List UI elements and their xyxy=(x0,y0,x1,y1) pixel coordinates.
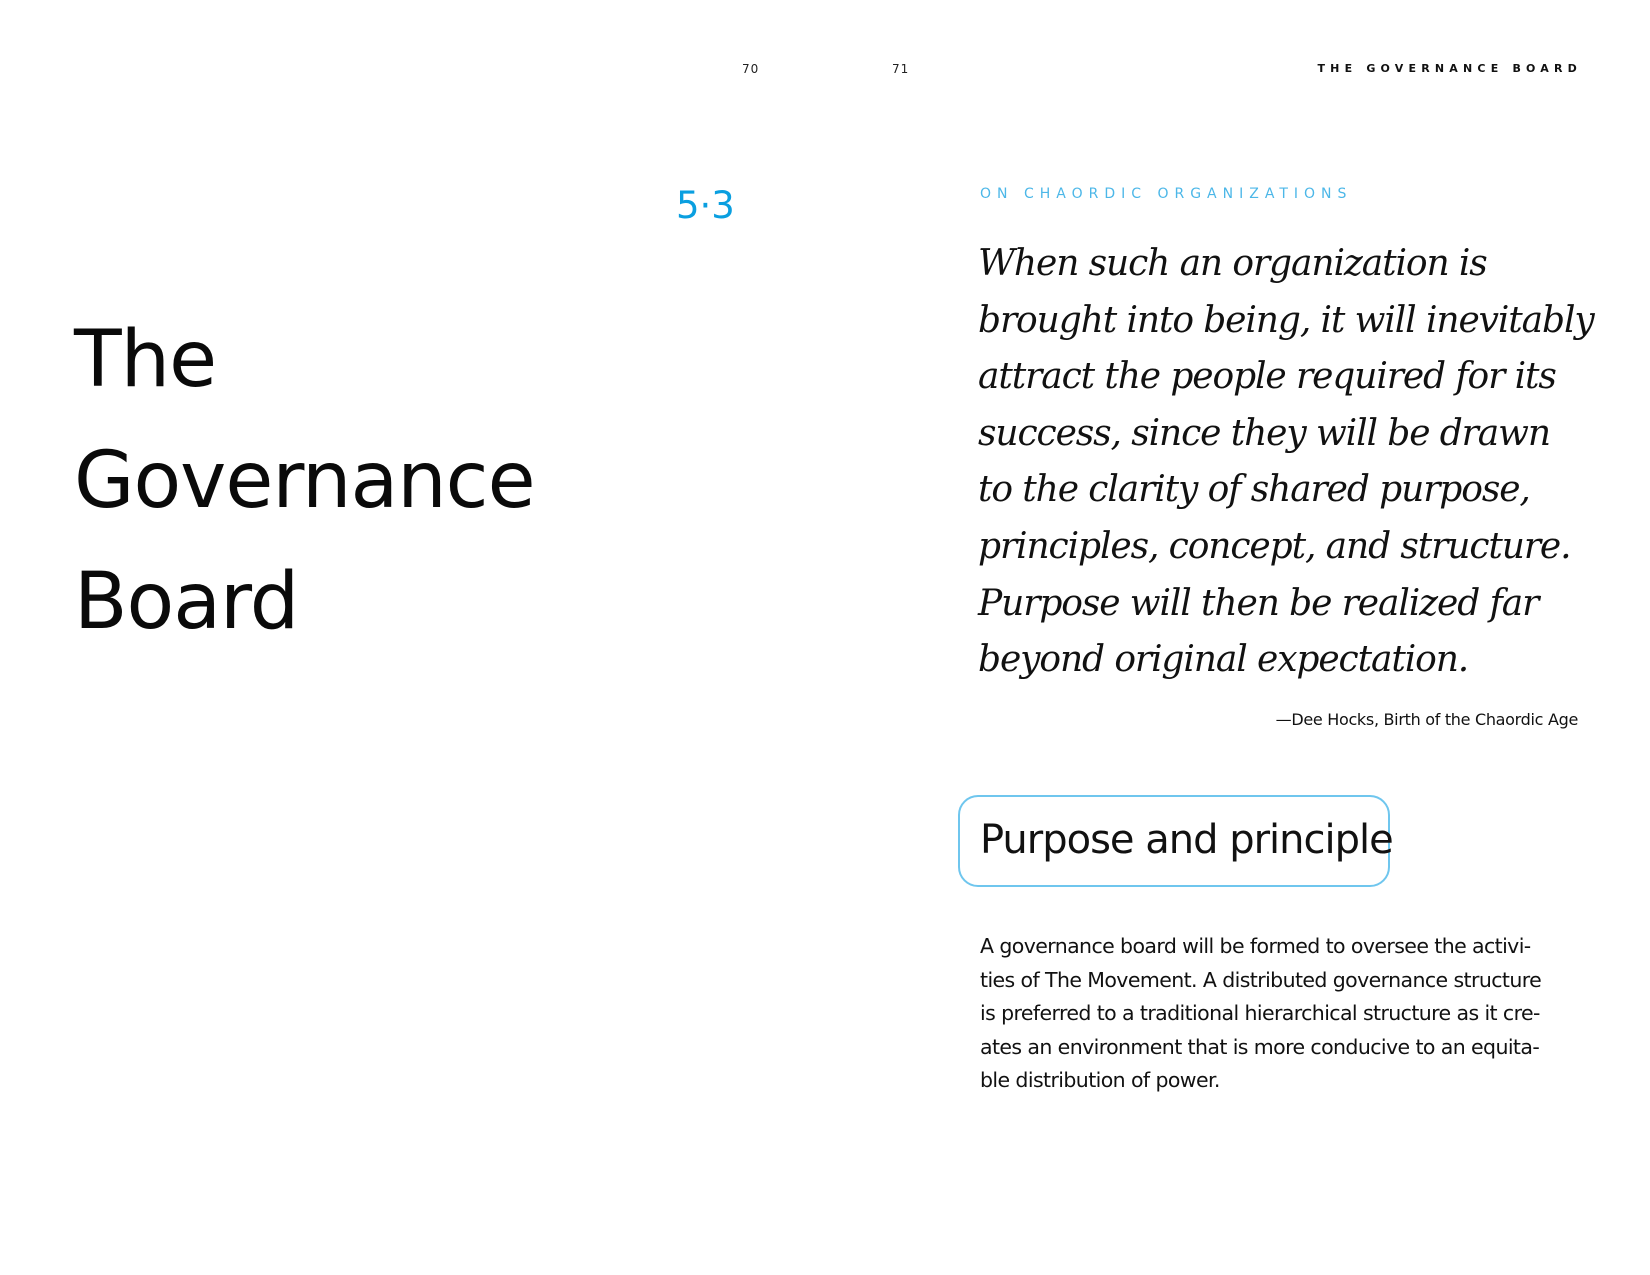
quote-line: attract the people required for its xyxy=(978,356,1556,398)
body-line: is preferred to a traditional hierarchical structure as it cre- xyxy=(980,1001,1540,1026)
quote-line: principles, concept, and structure. xyxy=(978,525,1571,567)
page-number-left: 70 xyxy=(742,62,760,76)
page-number-right: 71 xyxy=(892,62,910,76)
subhead-title: Purpose and principle xyxy=(980,817,1393,863)
subhead-box xyxy=(958,795,1393,887)
chapter-title xyxy=(74,300,535,663)
quote-line: brought into being, it will inevitably xyxy=(978,299,1594,341)
body-paragraph xyxy=(980,930,1540,1098)
quote-line: Purpose will then be realized far xyxy=(978,582,1539,624)
body-line: ble distribution of power. xyxy=(980,1068,1220,1093)
body-line: ates an environment that is more conducive to an equita- xyxy=(980,1034,1540,1059)
quote-line: beyond original expectation. xyxy=(978,639,1469,681)
quote-line: When such an organization is xyxy=(978,243,1487,284)
section-kicker: ON CHAORDIC ORGANIZATIONS xyxy=(980,186,1353,202)
chapter-title-line: Governance xyxy=(74,436,535,526)
quote-attribution: —Dee Hocks, Birth of the Chaordic Age xyxy=(1275,710,1578,729)
body-line: A governance board will be formed to oversee the activi- xyxy=(980,934,1531,958)
epigraph-quote xyxy=(978,236,1618,689)
quote-line: to the clarity of shared purpose, xyxy=(978,469,1530,511)
chapter-title-line: Board xyxy=(74,557,299,647)
chapter-title-line: The xyxy=(74,315,217,405)
body-line: ties of The Movement. A distributed governance structure xyxy=(980,967,1542,992)
quote-line: success, since they will be drawn xyxy=(978,412,1550,454)
section-number: 5·3 xyxy=(676,184,735,227)
running-header: THE GOVERNANCE BOARD xyxy=(1317,62,1582,75)
